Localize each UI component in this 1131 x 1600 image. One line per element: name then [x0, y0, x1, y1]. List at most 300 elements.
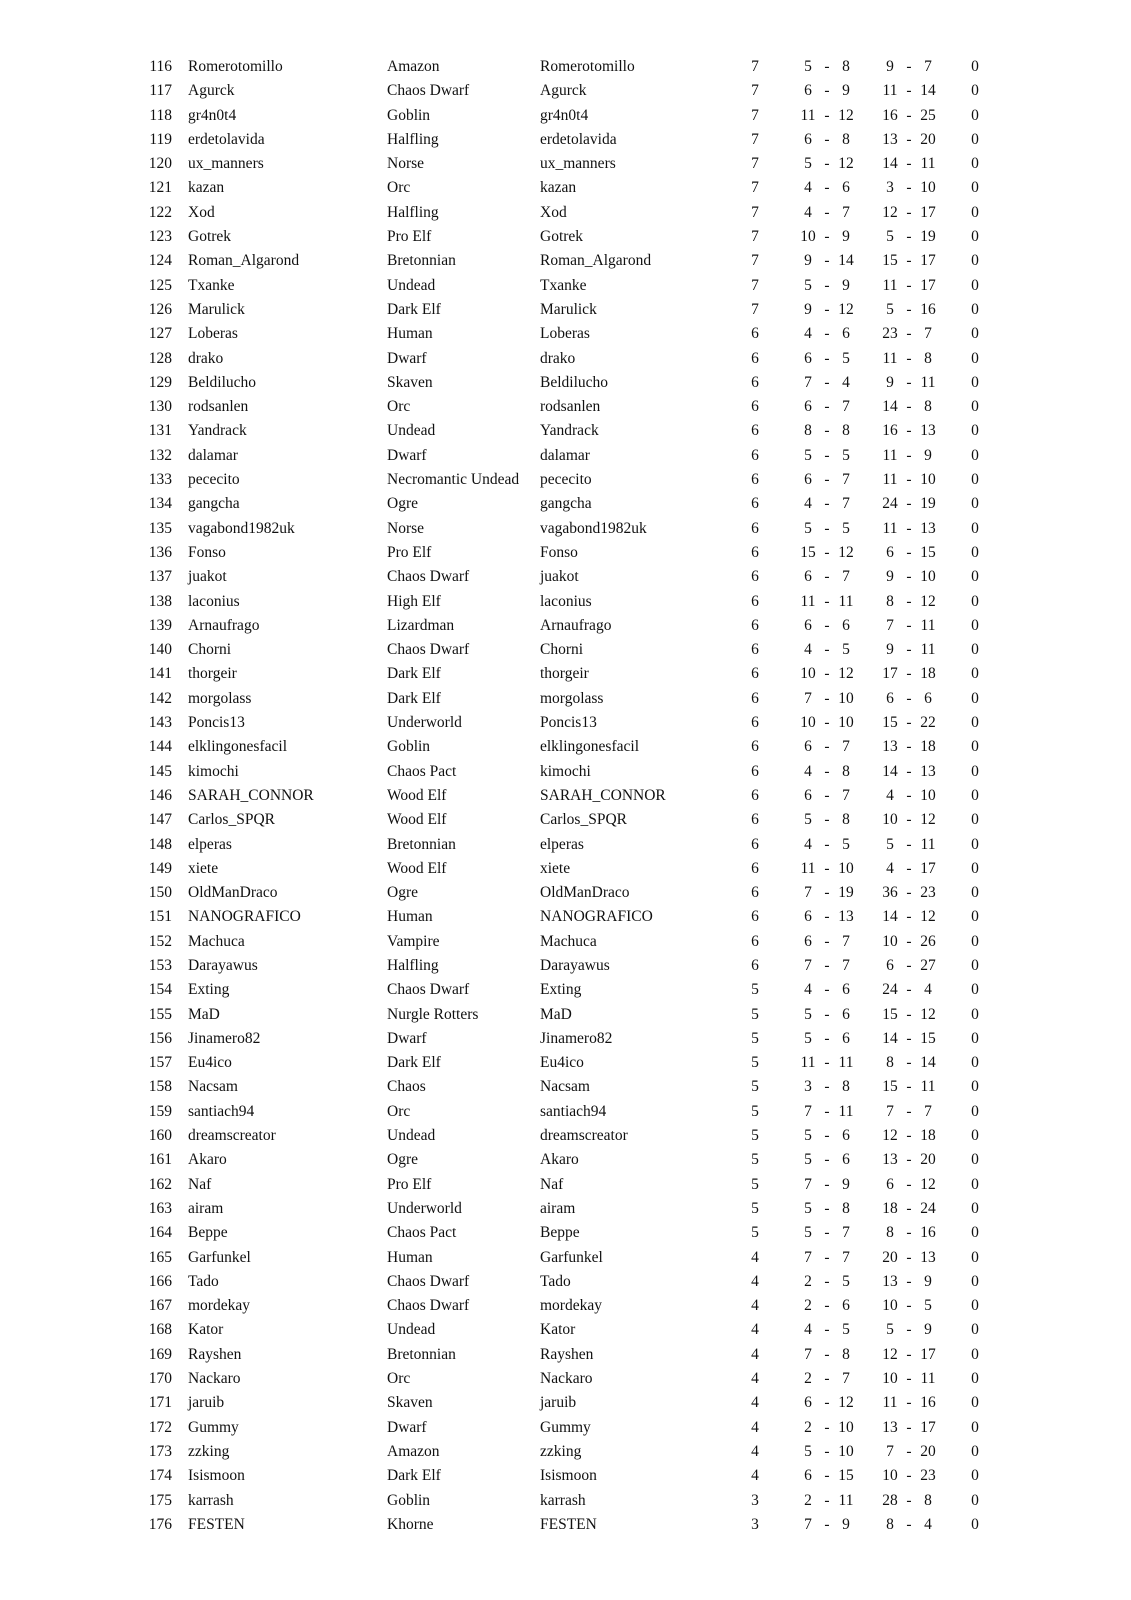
score-for-cell: 6: [804, 82, 812, 100]
score-separator: -: [824, 689, 830, 707]
team-cell: Isismoon: [540, 1467, 597, 1485]
race-cell: Orc: [387, 398, 411, 416]
table-row: [0, 565, 1131, 589]
score-against-cell: 12: [838, 543, 854, 561]
secondary-for-cell: 11: [882, 446, 898, 464]
coach-cell: dreamscreator: [188, 1127, 276, 1145]
secondary-for-cell: 9: [886, 641, 894, 659]
rank-cell: 172: [148, 1418, 172, 1436]
secondary-separator: -: [906, 981, 912, 999]
secondary-for-cell: 6: [886, 1175, 894, 1193]
score-separator: -: [824, 373, 830, 391]
score-separator: -: [824, 228, 830, 246]
last-column-cell: 0: [971, 1005, 979, 1023]
table-row: [0, 541, 1131, 565]
points-cell: 5: [751, 1029, 759, 1047]
table-row: [0, 638, 1131, 662]
race-cell: Khorne: [387, 1515, 434, 1533]
secondary-for-cell: 12: [882, 1127, 898, 1145]
secondary-for-cell: 12: [882, 1345, 898, 1363]
race-cell: Dwarf: [387, 446, 427, 464]
score-for-cell: 9: [804, 252, 812, 270]
last-column-cell: 0: [971, 228, 979, 246]
last-column-cell: 0: [971, 1078, 979, 1096]
points-cell: 6: [751, 641, 759, 659]
coach-cell: Garfunkel: [188, 1248, 251, 1266]
team-cell: Nackaro: [540, 1370, 593, 1388]
team-cell: kazan: [540, 179, 577, 197]
secondary-against-cell: 7: [924, 325, 932, 343]
last-column-cell: 0: [971, 398, 979, 416]
score-for-cell: 4: [804, 641, 812, 659]
secondary-separator: -: [906, 884, 912, 902]
rank-cell: 153: [148, 956, 172, 974]
rank-cell: 157: [148, 1054, 172, 1072]
score-for-cell: 15: [800, 543, 816, 561]
table-row: [0, 857, 1131, 881]
score-separator: -: [824, 592, 830, 610]
secondary-against-cell: 7: [924, 58, 932, 75]
table-row: [0, 1124, 1131, 1148]
secondary-against-cell: 17: [920, 203, 936, 221]
score-against-cell: 11: [838, 592, 854, 610]
score-against-cell: 10: [838, 689, 854, 707]
secondary-against-cell: 11: [920, 1370, 936, 1388]
table-row: [0, 1051, 1131, 1075]
secondary-for-cell: 11: [882, 471, 898, 489]
coach-cell: kazan: [188, 179, 225, 197]
table-row: [0, 1100, 1131, 1124]
secondary-against-cell: 13: [920, 519, 936, 537]
last-column-cell: 0: [971, 811, 979, 829]
secondary-separator: -: [906, 738, 912, 756]
table-row: [0, 1075, 1131, 1099]
score-separator: -: [824, 82, 830, 100]
score-separator: -: [824, 641, 830, 659]
secondary-for-cell: 5: [886, 228, 894, 246]
coach-cell: Jinamero82: [188, 1029, 261, 1047]
score-separator: -: [824, 1491, 830, 1509]
score-against-cell: 7: [842, 932, 850, 950]
score-separator: -: [824, 786, 830, 804]
coach-cell: zzking: [188, 1442, 230, 1460]
secondary-separator: -: [906, 106, 912, 124]
secondary-for-cell: 14: [882, 908, 898, 926]
secondary-against-cell: 18: [920, 665, 936, 683]
race-cell: Goblin: [387, 106, 431, 124]
team-cell: elklingonesfacil: [540, 738, 639, 756]
race-cell: Chaos Dwarf: [387, 568, 470, 586]
score-separator: -: [824, 130, 830, 148]
points-cell: 7: [751, 130, 759, 148]
team-cell: Kator: [540, 1321, 576, 1339]
secondary-against-cell: 4: [924, 981, 932, 999]
race-cell: Skaven: [387, 1394, 433, 1412]
rank-cell: 125: [148, 276, 172, 294]
race-cell: Dwarf: [387, 349, 427, 367]
coach-cell: Tado: [188, 1272, 219, 1290]
race-cell: Bretonnian: [387, 835, 456, 853]
coach-cell: Nacsam: [188, 1078, 238, 1096]
team-cell: dalamar: [540, 446, 590, 464]
points-cell: 6: [751, 762, 759, 780]
coach-cell: rodsanlen: [188, 398, 249, 416]
rank-cell: 155: [148, 1005, 172, 1023]
table-row: [0, 1270, 1131, 1294]
score-separator: -: [824, 1029, 830, 1047]
team-cell: OldManDraco: [540, 884, 630, 902]
score-against-cell: 8: [842, 762, 850, 780]
secondary-against-cell: 11: [920, 373, 936, 391]
coach-cell: NANOGRAFICO: [188, 908, 301, 926]
points-cell: 5: [751, 1127, 759, 1145]
secondary-separator: -: [906, 252, 912, 270]
score-against-cell: 10: [838, 714, 854, 732]
secondary-separator: -: [906, 300, 912, 318]
last-column-cell: 0: [971, 1442, 979, 1460]
coach-cell: jaruib: [188, 1394, 225, 1412]
rank-cell: 138: [148, 592, 172, 610]
table-row: [0, 930, 1131, 954]
race-cell: Chaos: [387, 1078, 426, 1096]
table-row: [0, 760, 1131, 784]
score-against-cell: 5: [842, 1321, 850, 1339]
table-row: [0, 1148, 1131, 1172]
score-against-cell: 6: [842, 1151, 850, 1169]
rank-cell: 174: [148, 1467, 172, 1485]
score-against-cell: 5: [842, 1272, 850, 1290]
race-cell: Undead: [387, 1321, 436, 1339]
team-cell: juakot: [540, 568, 579, 586]
score-separator: -: [824, 1199, 830, 1217]
points-cell: 6: [751, 543, 759, 561]
last-column-cell: 0: [971, 179, 979, 197]
last-column-cell: 0: [971, 592, 979, 610]
race-cell: Dwarf: [387, 1418, 427, 1436]
secondary-against-cell: 24: [920, 1199, 936, 1217]
coach-cell: karrash: [188, 1491, 234, 1509]
secondary-for-cell: 15: [882, 1078, 898, 1096]
secondary-separator: -: [906, 349, 912, 367]
score-against-cell: 9: [842, 228, 850, 246]
secondary-separator: -: [906, 811, 912, 829]
score-separator: -: [824, 1078, 830, 1096]
score-for-cell: 7: [804, 1515, 812, 1533]
secondary-for-cell: 4: [886, 786, 894, 804]
points-cell: 5: [751, 1199, 759, 1217]
race-cell: Chaos Pact: [387, 762, 457, 780]
race-cell: Halfling: [387, 956, 439, 974]
rank-cell: 135: [148, 519, 172, 537]
table-row: [0, 298, 1131, 322]
race-cell: Bretonnian: [387, 1345, 456, 1363]
rank-cell: 158: [148, 1078, 172, 1096]
race-cell: Pro Elf: [387, 1175, 432, 1193]
team-cell: Gummy: [540, 1418, 591, 1436]
secondary-separator: -: [906, 786, 912, 804]
team-cell: pececito: [540, 471, 592, 489]
secondary-against-cell: 16: [920, 1394, 936, 1412]
secondary-against-cell: 13: [920, 422, 936, 440]
score-for-cell: 4: [804, 203, 812, 221]
points-cell: 6: [751, 422, 759, 440]
points-cell: 5: [751, 981, 759, 999]
score-for-cell: 6: [804, 130, 812, 148]
last-column-cell: 0: [971, 1054, 979, 1072]
score-for-cell: 7: [804, 1345, 812, 1363]
score-against-cell: 7: [842, 203, 850, 221]
coach-cell: Rayshen: [188, 1345, 242, 1363]
secondary-for-cell: 11: [882, 349, 898, 367]
score-for-cell: 3: [804, 1078, 812, 1096]
rank-cell: 159: [148, 1102, 172, 1120]
score-against-cell: 11: [838, 1102, 854, 1120]
table-row: [0, 1440, 1131, 1464]
table-row: [0, 833, 1131, 857]
coach-cell: Carlos_SPQR: [188, 811, 275, 829]
last-column-cell: 0: [971, 908, 979, 926]
coach-cell: Fonso: [188, 543, 226, 561]
score-separator: -: [824, 859, 830, 877]
points-cell: 6: [751, 616, 759, 634]
race-cell: Human: [387, 1248, 433, 1266]
points-cell: 6: [751, 786, 759, 804]
race-cell: Chaos Pact: [387, 1224, 457, 1242]
team-cell: Agurck: [540, 82, 587, 100]
secondary-against-cell: 8: [924, 349, 932, 367]
rank-cell: 173: [148, 1442, 172, 1460]
last-column-cell: 0: [971, 1394, 979, 1412]
rank-cell: 170: [148, 1370, 172, 1388]
team-cell: SARAH_CONNOR: [540, 786, 666, 804]
score-separator: -: [824, 1321, 830, 1339]
score-against-cell: 6: [842, 1005, 850, 1023]
secondary-separator: -: [906, 1224, 912, 1242]
last-column-cell: 0: [971, 1029, 979, 1047]
points-cell: 5: [751, 1102, 759, 1120]
coach-cell: Agurck: [188, 82, 235, 100]
coach-cell: airam: [188, 1199, 224, 1217]
score-separator: -: [824, 956, 830, 974]
rank-cell: 145: [148, 762, 172, 780]
secondary-for-cell: 10: [882, 1370, 898, 1388]
score-separator: -: [824, 1248, 830, 1266]
last-column-cell: 0: [971, 738, 979, 756]
score-separator: -: [824, 1345, 830, 1363]
secondary-for-cell: 20: [882, 1248, 898, 1266]
score-for-cell: 5: [804, 1151, 812, 1169]
score-for-cell: 5: [804, 58, 812, 75]
table-row: [0, 1003, 1131, 1027]
rank-cell: 175: [148, 1491, 172, 1509]
race-cell: Ogre: [387, 884, 418, 902]
race-cell: Necromantic Undead: [387, 471, 520, 489]
secondary-against-cell: 20: [920, 130, 936, 148]
team-cell: Machuca: [540, 932, 597, 950]
secondary-against-cell: 14: [920, 82, 936, 100]
secondary-for-cell: 17: [882, 665, 898, 683]
secondary-against-cell: 17: [920, 1418, 936, 1436]
table-row: [0, 468, 1131, 492]
secondary-for-cell: 13: [882, 738, 898, 756]
race-cell: Halfling: [387, 203, 439, 221]
coach-cell: Arnaufrago: [188, 616, 260, 634]
score-for-cell: 11: [800, 592, 816, 610]
table-row: [0, 1391, 1131, 1415]
score-for-cell: 8: [804, 422, 812, 440]
score-against-cell: 12: [838, 1394, 854, 1412]
score-for-cell: 4: [804, 835, 812, 853]
score-against-cell: 7: [842, 568, 850, 586]
secondary-for-cell: 14: [882, 398, 898, 416]
secondary-against-cell: 12: [920, 908, 936, 926]
score-against-cell: 6: [842, 325, 850, 343]
score-for-cell: 5: [804, 446, 812, 464]
table-row: [0, 1464, 1131, 1488]
secondary-against-cell: 13: [920, 1248, 936, 1266]
score-separator: -: [824, 762, 830, 780]
secondary-for-cell: 11: [882, 82, 898, 100]
score-against-cell: 15: [838, 1467, 854, 1485]
coach-cell: Naf: [188, 1175, 212, 1193]
secondary-against-cell: 12: [920, 1175, 936, 1193]
rank-cell: 168: [148, 1321, 172, 1339]
coach-cell: drako: [188, 349, 224, 367]
rank-cell: 117: [149, 82, 172, 100]
secondary-against-cell: 20: [920, 1151, 936, 1169]
rank-cell: 119: [149, 130, 172, 148]
table-row: [0, 492, 1131, 516]
secondary-against-cell: 12: [920, 1005, 936, 1023]
race-cell: Wood Elf: [387, 811, 447, 829]
last-column-cell: 0: [971, 1127, 979, 1145]
points-cell: 7: [751, 106, 759, 124]
table-row: [0, 444, 1131, 468]
last-column-cell: 0: [971, 58, 979, 75]
coach-cell: morgolass: [188, 689, 252, 707]
secondary-for-cell: 14: [882, 762, 898, 780]
last-column-cell: 0: [971, 1491, 979, 1509]
table-row: [0, 104, 1131, 128]
coach-cell: elperas: [188, 835, 232, 853]
secondary-against-cell: 17: [920, 252, 936, 270]
points-cell: 6: [751, 568, 759, 586]
team-cell: Naf: [540, 1175, 564, 1193]
secondary-for-cell: 16: [882, 422, 898, 440]
rank-cell: 164: [148, 1224, 172, 1242]
table-row: [0, 1489, 1131, 1513]
race-cell: Orc: [387, 1102, 411, 1120]
last-column-cell: 0: [971, 859, 979, 877]
points-cell: 6: [751, 932, 759, 950]
last-column-cell: 0: [971, 786, 979, 804]
score-for-cell: 7: [804, 1248, 812, 1266]
points-cell: 6: [751, 884, 759, 902]
points-cell: 4: [751, 1321, 759, 1339]
secondary-separator: -: [906, 1029, 912, 1047]
secondary-against-cell: 5: [924, 1297, 932, 1315]
rank-cell: 146: [148, 786, 172, 804]
secondary-against-cell: 9: [924, 446, 932, 464]
secondary-separator: -: [906, 1127, 912, 1145]
team-cell: NANOGRAFICO: [540, 908, 653, 926]
coach-cell: Xod: [188, 203, 215, 221]
points-cell: 6: [751, 519, 759, 537]
coach-cell: Beldilucho: [188, 373, 257, 391]
secondary-for-cell: 18: [882, 1199, 898, 1217]
score-for-cell: 5: [804, 519, 812, 537]
secondary-separator: -: [906, 665, 912, 683]
last-column-cell: 0: [971, 130, 979, 148]
score-for-cell: 7: [804, 1102, 812, 1120]
secondary-for-cell: 13: [882, 1272, 898, 1290]
team-cell: Fonso: [540, 543, 578, 561]
team-cell: rodsanlen: [540, 398, 601, 416]
team-cell: gr4n0t4: [540, 106, 589, 124]
last-column-cell: 0: [971, 1370, 979, 1388]
team-cell: karrash: [540, 1491, 586, 1509]
last-column-cell: 0: [971, 325, 979, 343]
secondary-for-cell: 7: [886, 1442, 894, 1460]
score-for-cell: 2: [804, 1491, 812, 1509]
score-against-cell: 14: [838, 252, 854, 270]
last-column-cell: 0: [971, 1224, 979, 1242]
secondary-for-cell: 10: [882, 811, 898, 829]
rank-cell: 147: [148, 811, 172, 829]
score-separator: -: [824, 1224, 830, 1242]
table-row: [0, 978, 1131, 1002]
secondary-against-cell: 11: [920, 1078, 936, 1096]
team-cell: Arnaufrago: [540, 616, 612, 634]
race-cell: Dark Elf: [387, 1467, 441, 1485]
secondary-separator: -: [906, 592, 912, 610]
last-column-cell: 0: [971, 689, 979, 707]
last-column-cell: 0: [971, 422, 979, 440]
secondary-separator: -: [906, 908, 912, 926]
last-column-cell: 0: [971, 495, 979, 513]
score-separator: -: [824, 398, 830, 416]
secondary-for-cell: 14: [882, 1029, 898, 1047]
coach-cell: Gummy: [188, 1418, 239, 1436]
race-cell: High Elf: [387, 592, 441, 610]
secondary-against-cell: 17: [920, 1345, 936, 1363]
score-separator: -: [824, 1005, 830, 1023]
secondary-for-cell: 7: [886, 1102, 894, 1120]
score-separator: -: [824, 1418, 830, 1436]
coach-cell: Nackaro: [188, 1370, 241, 1388]
secondary-for-cell: 11: [882, 519, 898, 537]
points-cell: 6: [751, 373, 759, 391]
secondary-separator: -: [906, 641, 912, 659]
score-against-cell: 7: [842, 786, 850, 804]
score-against-cell: 11: [838, 1054, 854, 1072]
rank-cell: 165: [148, 1248, 172, 1266]
rank-cell: 144: [148, 738, 172, 756]
secondary-for-cell: 7: [886, 616, 894, 634]
score-against-cell: 10: [838, 1442, 854, 1460]
table-row: [0, 1221, 1131, 1245]
table-row: [0, 881, 1131, 905]
rank-cell: 156: [148, 1029, 172, 1047]
score-for-cell: 6: [804, 932, 812, 950]
coach-cell: SARAH_CONNOR: [188, 786, 314, 804]
score-separator: -: [824, 446, 830, 464]
secondary-separator: -: [906, 1078, 912, 1096]
coach-cell: Roman_Algarond: [188, 252, 300, 270]
coach-cell: Romerotomillo: [188, 58, 283, 75]
secondary-separator: -: [906, 155, 912, 173]
score-against-cell: 12: [838, 106, 854, 124]
